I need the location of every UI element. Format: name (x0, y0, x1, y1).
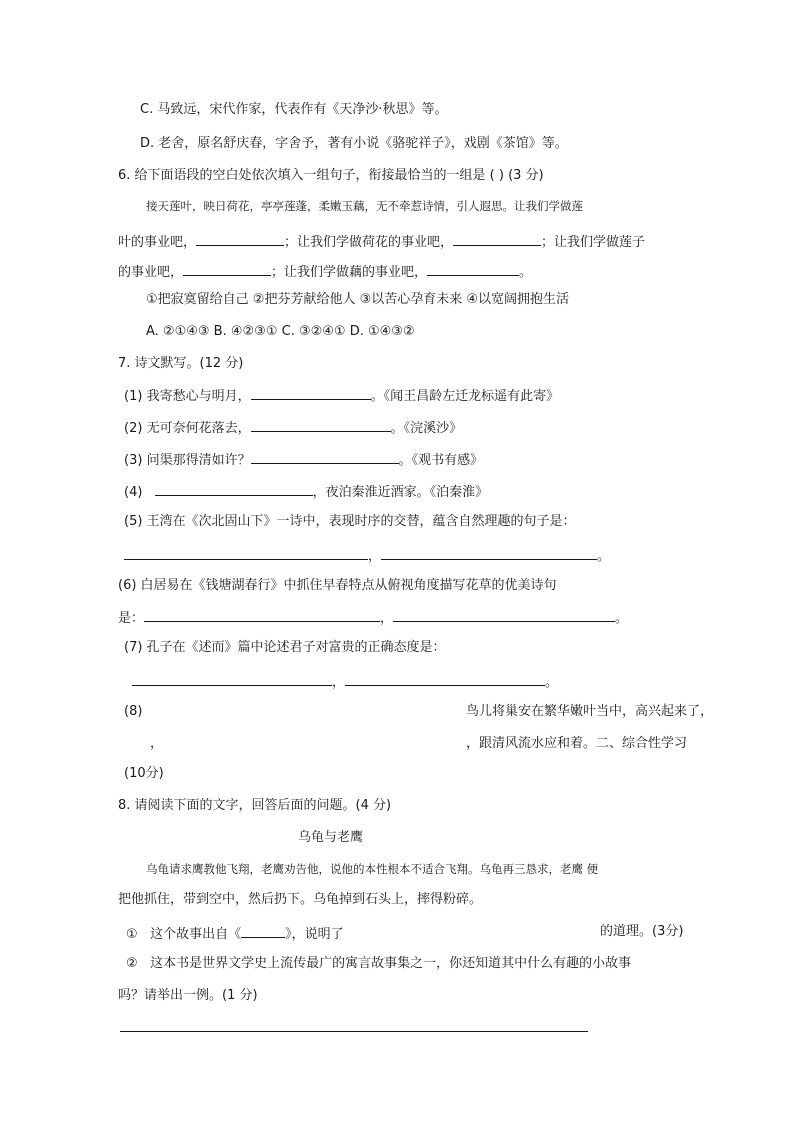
q6-stem: 6. 给下面语段的空白处依次填入一组句子，衔接最恰当的一组是 ( ) (3 分) (118, 168, 544, 183)
q7-item-6-answer: 是： ， 。 (118, 608, 628, 627)
q7-blank-3[interactable] (251, 450, 399, 464)
q5-option-d: D. 老舍，原名舒庆春，字舍予，著有小说《骆驼祥子》，戏剧《茶馆》等。 (140, 136, 568, 151)
q7-item-6: (6) 白居易在《钱塘湖春行》中抓住早春特点从俯视角度描写花草的优美诗句 (118, 578, 557, 593)
q7-item-5: (5) 王湾在《次北固山下》一诗中，表现时序的交替，蕴含自然理趣的句子是： (124, 514, 576, 529)
q6-blank-4[interactable] (427, 262, 519, 276)
q7-item-3: (3) 问渠那得清如许？ 。《观书有感》 (124, 450, 483, 469)
q8-answer-line[interactable] (120, 1031, 588, 1032)
q8-sub2-line2: 吗？请举出一例。(1 分) (118, 988, 258, 1003)
q6-blank-2[interactable] (453, 232, 541, 246)
q6-passage-line3: 的事业吧， ；让我们学做藕的事业吧， 。 (118, 262, 532, 281)
q6-blank-3[interactable] (183, 262, 271, 276)
q5-option-c: C. 马致远，宋代作家，代表作有《天净沙·秋思》等。 (140, 102, 448, 117)
q7-item-7-answer: ， 。 (132, 672, 558, 691)
q7-item-7: (7) 孔子在《述而》篇中论述君子对富贵的正确态度是： (124, 640, 446, 655)
q7-blank-7b[interactable] (345, 672, 545, 686)
q6-blank-1[interactable] (196, 232, 284, 246)
q7-blank-2[interactable] (251, 418, 391, 432)
section-2-score: (10分) (124, 766, 164, 781)
q7-item-8-line1: 鸟儿将巢安在繁华嫩叶当中，高兴起来了， (466, 704, 714, 719)
q7-blank-6b[interactable] (393, 608, 615, 622)
q6-passage-line2: 叶的事业吧， ；让我们学做荷花的事业吧， ；让我们学做莲子 (118, 232, 645, 251)
q6-passage-line1: 接天莲叶，映日荷花，亭亭莲蓬，柔嫩玉藕，无不牵惹诗情，引人遐思。让我们学做莲 (146, 199, 583, 213)
q8-sub2: ② 这本书是世界文学史上流传最广的寓言故事集之一，你还知道其中什么有趣的小故事 (126, 956, 632, 971)
q7-blank-5b[interactable] (381, 546, 597, 560)
q7-blank-6a[interactable] (144, 608, 380, 622)
q7-item-5-answer: ， 。 (124, 546, 610, 565)
q6-sentences: ①把寂寞留给自己 ②把芬芳献给他人 ③以苦心孕育未来 ④以宽阔拥抱生活 (146, 292, 570, 307)
q8-story-line2: 把他抓住，带到空中，然后扔下。乌龟掉到石头上，摔得粉碎。 (118, 892, 483, 907)
q7-item-2: (2) 无可奈何花落去， 。《浣溪沙》 (124, 418, 462, 437)
q7-blank-7a[interactable] (132, 672, 332, 686)
q8-stem: 8. 请阅读下面的文字，回答后面的问题。(4 分) (118, 798, 392, 813)
q7-stem: 7. 诗文默写。(12 分) (118, 356, 244, 371)
q7-blank-4[interactable] (155, 482, 313, 496)
q8-blank-book[interactable] (241, 924, 285, 938)
q7-blank-5a[interactable] (124, 546, 368, 560)
q8-sub1-end: 的道理。(3分) (600, 924, 684, 939)
q7-item-8-line2: ，跟清风流水应和着。二、综合性学习 (466, 736, 688, 751)
q7-blank-1[interactable] (251, 386, 371, 400)
q8-sub1: ① 这个故事出自《 》，说明了 (126, 924, 344, 943)
q7-item-8-comma: ， (150, 736, 164, 751)
q6-options: A. ②①④③ B. ④②③① C. ③②④① D. ①④③② (146, 324, 415, 339)
q7-item-1: (1) 我寄愁心与明月， 。《闻王昌龄左迁龙标遥有此寄》 (124, 386, 559, 405)
q7-item-4: (4) ，夜泊秦淮近酒家。《泊秦淮》 (124, 482, 488, 501)
q8-story-line1: 乌龟请求鹰教他飞翔，老鹰劝告他，说他的本性根本不适合飞翔。乌龟再三恳求，老鹰 便 (146, 862, 599, 876)
q8-story-title: 乌龟与老鹰 (298, 830, 364, 845)
q7-item-8-num: (8) (124, 704, 143, 719)
